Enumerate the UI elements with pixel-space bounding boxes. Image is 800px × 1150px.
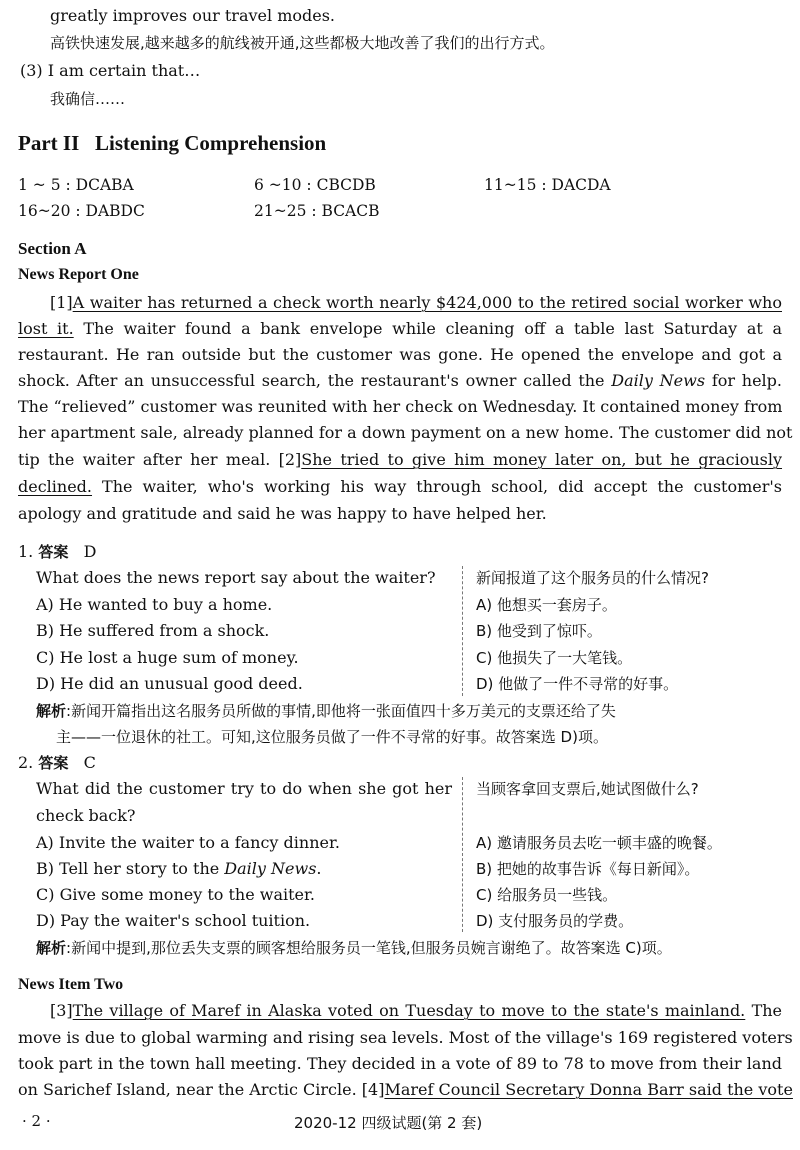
analysis-line: 主——一位退休的社工。可知,这位服务员做了一件不寻常的好事。故答案选 D)项。 — [56, 728, 608, 746]
paragraph-line: declined. The waiter, who's working his way through school, did accept the customer's — [18, 477, 782, 496]
paragraph-line: restaurant. He ran outside but the customer was gone. He opened the envelope and got a — [18, 345, 782, 364]
option-a: A) Invite the waiter to a fancy dinner. — [36, 833, 340, 852]
option-b-translation: B) 把她的故事告诉《每日新闻》。 — [476, 860, 700, 878]
paragraph-line: move is due to global warming and rising sea levels. Most of the village's 169 registered voters — [18, 1028, 793, 1047]
answer-group: 21~25 : BCACB — [254, 202, 380, 220]
analysis-line: 解析:新闻开篇指出这名服务员所做的事情,即他将一张面值四十多万美元的支票还给了失 — [36, 702, 616, 720]
answer-letters: BCACB — [321, 202, 380, 220]
answer-letter: C — [83, 753, 96, 772]
analysis-line: 解析:新闻中提到,那位丢失支票的顾客想给服务员一笔钱,但服务员婉言谢绝了。故答案选 C)项。 — [36, 939, 672, 957]
answer-group: 6 ~10 : CBCDB — [254, 176, 376, 194]
question-1-header: 1. 答案 D — [18, 542, 97, 561]
news-item-heading: News Item Two — [18, 976, 124, 993]
paragraph-line: on Sarichef Island, near the Arctic Circle. [4]Maref Council Secretary Donna Barr said the vote — [18, 1080, 793, 1099]
news-report-heading: News Report One — [18, 266, 139, 283]
paragraph-line: took part in the town hall meeting. They decided in a vote of 89 to 78 to move from their land — [18, 1054, 782, 1073]
underlined-answer-text: Maref Council Secretary Donna Barr said the vote — [384, 1080, 793, 1099]
option-d: D) Pay the waiter's school tuition. — [36, 911, 311, 930]
answer-range: 1 ~ 5 — [18, 176, 61, 194]
underlined-answer-text: A waiter has returned a check worth nearly $424,000 to the retired social worker who — [72, 293, 782, 312]
answer-range: 21~25 — [254, 202, 307, 220]
marker-4: [4] — [361, 1080, 385, 1099]
text-line: greatly improves our travel modes. — [50, 6, 335, 25]
underlined-answer-text: The village of Maref in Alaska voted on Tuesday to move to the state's mainland. — [72, 1001, 746, 1020]
column-divider — [462, 777, 463, 932]
option-a-translation: A) 他想买一套房子。 — [476, 596, 617, 614]
page-number: · 2 · — [22, 1112, 51, 1130]
translation-line: 我确信…… — [50, 90, 126, 108]
question-text: What does the news report say about the waiter? — [36, 568, 436, 587]
option-b-translation: B) 他受到了惊吓。 — [476, 622, 602, 640]
answer-label: 答案 — [38, 754, 69, 772]
footer-title: 2020-12 四级试题(第 2 套) — [294, 1114, 483, 1132]
answer-group: 1 ~ 5 : DCABA — [18, 176, 134, 194]
underlined-answer-text: She tried to give him money later on, but he graciously — [301, 450, 783, 469]
analysis-label: 解析 — [36, 702, 67, 720]
underlined-answer-text: lost it. — [18, 319, 74, 338]
question-translation: 当顾客拿回支票后,她试图做什么? — [476, 780, 699, 798]
analysis-label: 解析 — [36, 939, 67, 957]
answer-range: 16~20 — [18, 202, 71, 220]
answer-letter: D — [83, 542, 97, 561]
option-c: C) He lost a huge sum of money. — [36, 648, 299, 667]
option-c: C) Give some money to the waiter. — [36, 885, 315, 904]
section-heading: Section A — [18, 239, 87, 258]
marker-2: [2] — [278, 450, 302, 469]
paragraph-line: apology and gratitude and said he was happy to have helped her. — [18, 504, 547, 523]
paragraph-line: shock. After an unsuccessful search, the restaurant's owner called the Daily News for help. — [18, 371, 782, 390]
option-b: B) Tell her story to the Daily News. — [36, 859, 322, 878]
paragraph-line — [50, 292, 782, 314]
answer-range: 6 ~10 — [254, 176, 302, 194]
option-a-translation: A) 邀请服务员去吃一顿丰盛的晚餐。 — [476, 834, 722, 852]
question-translation: 新闻报道了这个服务员的什么情况? — [476, 569, 709, 587]
answer-group: 16~20 : DABDC — [18, 202, 145, 220]
answer-group: 11~15 : DACDA — [484, 176, 611, 194]
column-divider — [462, 566, 463, 696]
option-c-translation: C) 给服务员一些钱。 — [476, 886, 618, 904]
answer-letters: CBCDB — [316, 176, 376, 194]
part-title: Part II Listening Comprehension — [18, 131, 327, 155]
paragraph-line: lost it. The waiter found a bank envelope while cleaning off a table last Saturday at a — [18, 319, 783, 338]
marker-3: [3] — [50, 1001, 73, 1020]
option-c-translation: C) 他损失了一大笔钱。 — [476, 649, 633, 667]
underlined-answer-text: declined. — [18, 477, 93, 496]
paragraph-line: The “relieved” customer was reunited with her check on Wednesday. It contained money from — [18, 397, 783, 416]
option-a: A) He wanted to buy a home. — [36, 595, 273, 614]
translation-line: 高铁快速发展,越来越多的航线被开通,这些都极大地改善了我们的出行方式。 — [50, 34, 555, 52]
option-d-translation: D) 他做了一件不寻常的好事。 — [476, 675, 679, 693]
answer-letters: DCABA — [75, 176, 134, 194]
question-text: What did the customer try to do when she got her — [36, 779, 452, 798]
paragraph-line: her apartment sale, already planned for a down payment on a new home. The customer did not — [18, 423, 793, 442]
newspaper-name: Daily News — [224, 859, 317, 878]
marker-1: [1] — [50, 293, 73, 312]
question-text: check back? — [36, 806, 136, 825]
option-b: B) He suffered from a shock. — [36, 621, 270, 640]
option-d-translation: D) 支付服务员的学费。 — [476, 912, 634, 930]
paragraph-line: tip the waiter after her meal. [2]She tried to give him money later on, but he graciously — [18, 450, 783, 469]
answer-letters: DABDC — [85, 202, 145, 220]
item-3-line: (3) I am certain that… — [20, 61, 201, 80]
answer-letters: DACDA — [551, 176, 611, 194]
question-2-header: 2. 答案 C — [18, 753, 96, 772]
newspaper-name: Daily News — [611, 371, 706, 390]
paragraph-line: [3]The village of Maref in Alaska voted on Tuesday to move to the state's mainland. The — [50, 1001, 783, 1020]
option-d: D) He did an unusual good deed. — [36, 674, 303, 693]
answer-range: 11~15 — [484, 176, 537, 194]
answer-label: 答案 — [38, 543, 69, 561]
